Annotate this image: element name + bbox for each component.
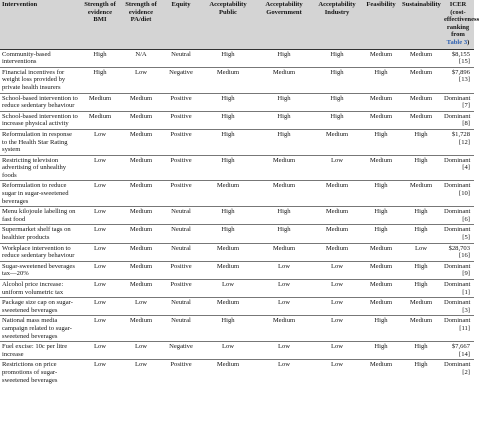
cell-strength-bmi: Low <box>80 225 120 243</box>
header-row <box>0 0 474 49</box>
cell-feasibility: Medium <box>362 93 400 111</box>
cell-acceptability-government: High <box>256 111 312 129</box>
cell-sustainability: High <box>400 207 442 225</box>
cell-icer: Dominant [4] <box>442 155 474 181</box>
cell-acceptability-public: High <box>200 207 256 225</box>
cell-acceptability-industry: Medium <box>312 225 362 243</box>
cell-strength-bmi: Low <box>80 181 120 207</box>
cell-strength-pa: Low <box>134 361 148 369</box>
header-sustainability: Sustainability <box>400 0 442 49</box>
cell-strength-pa: Low <box>120 342 162 360</box>
cell-equity: Negative <box>162 342 200 360</box>
cell-acceptability-public: Medium <box>200 298 256 316</box>
cell-acceptability-public: Low <box>200 280 256 298</box>
cell-strength-bmi: Low <box>80 316 120 342</box>
cell-icer: $28,703 [16] <box>442 243 474 261</box>
cell-equity: Positive <box>162 111 200 129</box>
cell-icer: Dominant [9] <box>442 261 474 279</box>
cell-acceptability-public: Medium <box>200 243 256 261</box>
cell-feasibility: Medium <box>362 111 400 129</box>
cell-acceptability-public: High <box>200 111 256 129</box>
cell-acceptability-industry: Low <box>312 316 362 342</box>
cell-strength-pa: Low <box>120 67 162 93</box>
cell-acceptability-industry: High <box>312 111 362 129</box>
cell-equity: Neutral <box>162 298 200 316</box>
table-row <box>0 298 474 316</box>
cell-equity: Negative <box>162 67 200 93</box>
cell-equity: Positive <box>162 155 200 181</box>
cell-acceptability-public: Medium <box>200 181 256 207</box>
cell-acceptability-public: Medium <box>200 67 256 93</box>
cell-sustainability: High <box>400 342 442 360</box>
cell-acceptability-government: High <box>256 49 312 67</box>
cell-feasibility: Medium <box>362 49 400 67</box>
cell-acceptability-government: High <box>256 225 312 243</box>
cell-acceptability-government: Low <box>256 342 312 360</box>
cell-icer: Dominant [5] <box>442 225 474 243</box>
table-row <box>0 155 474 181</box>
cell-sustainability: High <box>400 280 442 298</box>
cell-acceptability-industry: Low <box>312 342 362 360</box>
cell-feasibility: High <box>362 342 400 360</box>
cell-icer: Dominant [1] <box>442 280 474 298</box>
cell-acceptability-industry: Medium <box>312 207 362 225</box>
cell-acceptability-industry: Medium <box>312 181 362 207</box>
table-row <box>0 316 474 342</box>
cell-acceptability-industry: Low <box>312 155 362 181</box>
cell-strength-bmi: Low <box>80 243 120 261</box>
cell-equity: Positive <box>162 280 200 298</box>
cell-strength-pa: Medium <box>120 181 162 207</box>
cell-acceptability-government: Medium <box>256 316 312 342</box>
cell-acceptability-industry: Low <box>312 298 362 316</box>
cell-acceptability-government: Low <box>256 298 312 316</box>
cell-intervention: Fuel excise: 10c per litre increase <box>0 342 80 360</box>
cell-icer: Dominant [6] <box>442 207 474 225</box>
cell-feasibility: High <box>362 225 400 243</box>
cell-feasibility: Medium <box>362 243 400 261</box>
cell-icer: Dominant [7] <box>442 93 474 111</box>
cell-intervention: Reformulation in response to the Health Star Rating system <box>0 129 80 155</box>
cell-acceptability-government: Medium <box>256 155 312 181</box>
cell-intervention: Alcohol price increase: uniform volumetric tax <box>0 280 80 298</box>
cell-acceptability-public: High <box>200 225 256 243</box>
table-row <box>0 342 474 360</box>
cell-equity: Neutral <box>162 316 200 342</box>
cell-strength-bmi: Low <box>80 155 120 181</box>
cell-strength-bmi: Low <box>80 342 120 360</box>
cell-acceptability-industry: Low <box>312 280 362 298</box>
cell-strength-pa: Medium <box>120 207 162 225</box>
cell-acceptability-industry: High <box>312 93 362 111</box>
cell-acceptability-public: High <box>200 129 256 155</box>
cell-sustainability: Medium <box>400 67 442 93</box>
cell-feasibility: High <box>362 181 400 207</box>
cell-intervention: Supermarket shelf tags on healthier products <box>0 225 80 243</box>
cell-equity: Positive <box>170 361 192 369</box>
cell-sustainability: High <box>400 261 442 279</box>
cell-equity: Neutral <box>162 207 200 225</box>
header-intervention: Intervention <box>0 0 80 49</box>
cell-strength-pa: Medium <box>120 316 162 342</box>
header-icer-text: ICER (cost-effectiveness ranking from <box>444 1 479 39</box>
table-body <box>0 49 474 385</box>
cell-feasibility: High <box>362 129 400 155</box>
cell-sustainability: High <box>400 225 442 243</box>
cell-icer: $7,667 [14] <box>442 342 474 360</box>
cell-sustainability: Medium <box>400 111 442 129</box>
cell-intervention: Menu kilojoule labelling on fast food <box>0 207 80 225</box>
table-row <box>0 129 474 155</box>
cell-intervention: Package size cap on sugar-sweetened beverages <box>0 298 80 316</box>
table-row <box>0 261 474 279</box>
cell-sustainability: Medium <box>400 181 442 207</box>
cell-feasibility: High <box>362 67 400 93</box>
cell-equity: Neutral <box>162 243 200 261</box>
cell-intervention: Workplace intervention to reduce sedentary behaviour <box>0 243 80 261</box>
cell-strength-pa: Medium <box>120 243 162 261</box>
header-feasibility: Feasibility <box>362 0 400 49</box>
header-strength-pa: Strength of evidence PA/diet <box>120 0 162 49</box>
cell-strength-bmi: Low <box>80 261 120 279</box>
header-icer <box>442 0 479 49</box>
cell-icer: Dominant [8] <box>442 111 474 129</box>
cell-sustainability: Medium <box>400 316 442 342</box>
cell-sustainability: Medium <box>400 49 442 67</box>
cell-acceptability-government: High <box>256 207 312 225</box>
cell-feasibility: Medium <box>362 155 400 181</box>
cell-intervention: National mass media campaign related to sugar-sweetened beverages <box>0 316 80 342</box>
cell-equity: Neutral <box>162 49 200 67</box>
cell-strength-bmi: High <box>80 67 120 93</box>
table-row <box>0 111 474 129</box>
cell-strength-pa: N/A <box>120 49 162 67</box>
cell-acceptability-public: High <box>200 49 256 67</box>
cell-acceptability-public: High <box>200 316 256 342</box>
cell-equity: Neutral <box>162 225 200 243</box>
cell-sustainability: High <box>400 129 442 155</box>
cell-intervention: Restrictions on price promotions of sugar-sweetened beverages <box>2 361 58 384</box>
cell-acceptability-industry: High <box>312 67 362 93</box>
cell-acceptability-industry: Low <box>312 261 362 279</box>
cell-acceptability-government: Low <box>256 261 312 279</box>
cell-strength-bmi: High <box>80 49 120 67</box>
cell-equity: Positive <box>162 181 200 207</box>
cell-acceptability-government: Medium <box>256 243 312 261</box>
table-row <box>0 181 474 207</box>
cell-acceptability-public: Medium <box>200 261 256 279</box>
cell-acceptability-government: Medium <box>256 67 312 93</box>
header-acceptability-government: Acceptability Government <box>256 0 312 49</box>
cell-sustainability: Medium <box>400 93 442 111</box>
cell-sustainability: High <box>400 155 442 181</box>
cell-equity: Positive <box>162 261 200 279</box>
cell-acceptability-government: Medium <box>256 181 312 207</box>
cell-feasibility: Medium <box>362 280 400 298</box>
cell-icer: Dominant [10] <box>442 181 474 207</box>
cell-strength-pa: Medium <box>120 111 162 129</box>
cell-intervention: Sugar-sweetened beverages tax—20% <box>0 261 80 279</box>
cell-feasibility: Medium <box>362 261 400 279</box>
cell-strength-pa: Medium <box>120 280 162 298</box>
cell-feasibility: High <box>362 316 400 342</box>
cell-strength-bmi: Low <box>80 298 120 316</box>
table-row <box>0 67 474 93</box>
header-strength-bmi: Strength of evidence BMI <box>80 0 120 49</box>
cell-acceptability-public: High <box>200 93 256 111</box>
table-row <box>0 280 474 298</box>
cell-icer: Dominant [3] <box>442 298 474 316</box>
cell-strength-pa: Medium <box>120 225 162 243</box>
cell-intervention: Financial incentives for weight loss provided by private health insurers <box>0 67 80 93</box>
cell-strength-bmi: Low <box>80 280 120 298</box>
cell-strength-pa: Medium <box>120 129 162 155</box>
cell-feasibility: High <box>362 207 400 225</box>
cell-acceptability-public: Low <box>200 342 256 360</box>
header-icer-close: ) <box>467 38 470 46</box>
table-row <box>0 49 474 67</box>
cell-feasibility: Medium <box>362 298 400 316</box>
cell-intervention: School-based intervention to reduce sedentary behaviour <box>0 93 80 111</box>
header-acceptability-industry: Acceptability Industry <box>312 0 362 49</box>
cell-sustainability: Low <box>400 243 442 261</box>
cell-strength-pa: Medium <box>120 261 162 279</box>
cell-intervention: School-based intervention to increase physical activity <box>0 111 80 129</box>
cell-acceptability-industry: Medium <box>312 129 362 155</box>
cell-acceptability-industry: High <box>312 49 362 67</box>
cell-acceptability-government: Low <box>277 361 291 369</box>
cell-strength-pa: Medium <box>120 155 162 181</box>
table-row <box>0 207 474 225</box>
cell-acceptability-public: High <box>200 155 256 181</box>
table-row <box>0 93 474 111</box>
cell-strength-pa: Medium <box>120 93 162 111</box>
cell-icer: Dominant [11] <box>442 316 474 342</box>
cell-strength-bmi: Medium <box>80 111 120 129</box>
cell-icer: Dominant [2] <box>444 361 471 376</box>
cell-icer: $7,896 [13] <box>442 67 474 93</box>
header-acceptability-public: Acceptability Public <box>200 0 256 49</box>
cell-icer: $1,728 [12] <box>442 129 474 155</box>
cell-strength-bmi: Low <box>80 207 120 225</box>
cell-intervention: Reformulation to reduce sugar in sugar-sweetened beverages <box>0 181 80 207</box>
cell-strength-pa: Low <box>120 298 162 316</box>
cell-acceptability-government: Low <box>256 280 312 298</box>
cell-acceptability-industry: Low <box>330 361 344 369</box>
cell-intervention: Community-based interventions <box>0 49 80 67</box>
table-row <box>0 243 474 261</box>
cell-strength-bmi: Low <box>93 361 107 369</box>
cell-acceptability-industry: Medium <box>312 243 362 261</box>
table-row <box>0 360 474 385</box>
cell-intervention: Restricting television advertising of unhealthy foods <box>0 155 80 181</box>
cell-acceptability-government: High <box>256 93 312 111</box>
cell-equity: Positive <box>162 93 200 111</box>
header-equity: Equity <box>162 0 200 49</box>
cell-feasibility: Medium <box>369 361 393 369</box>
cell-acceptability-government: High <box>256 129 312 155</box>
table-3-link[interactable]: Table 3 <box>446 38 468 46</box>
table-row <box>0 225 474 243</box>
cell-equity: Positive <box>162 129 200 155</box>
cell-sustainability: High <box>414 361 428 369</box>
cell-strength-bmi: Low <box>80 129 120 155</box>
cell-sustainability: Medium <box>400 298 442 316</box>
cell-acceptability-public: Medium <box>216 361 240 369</box>
cell-strength-bmi: Medium <box>80 93 120 111</box>
cell-icer: $8,155 [15] <box>442 49 474 67</box>
